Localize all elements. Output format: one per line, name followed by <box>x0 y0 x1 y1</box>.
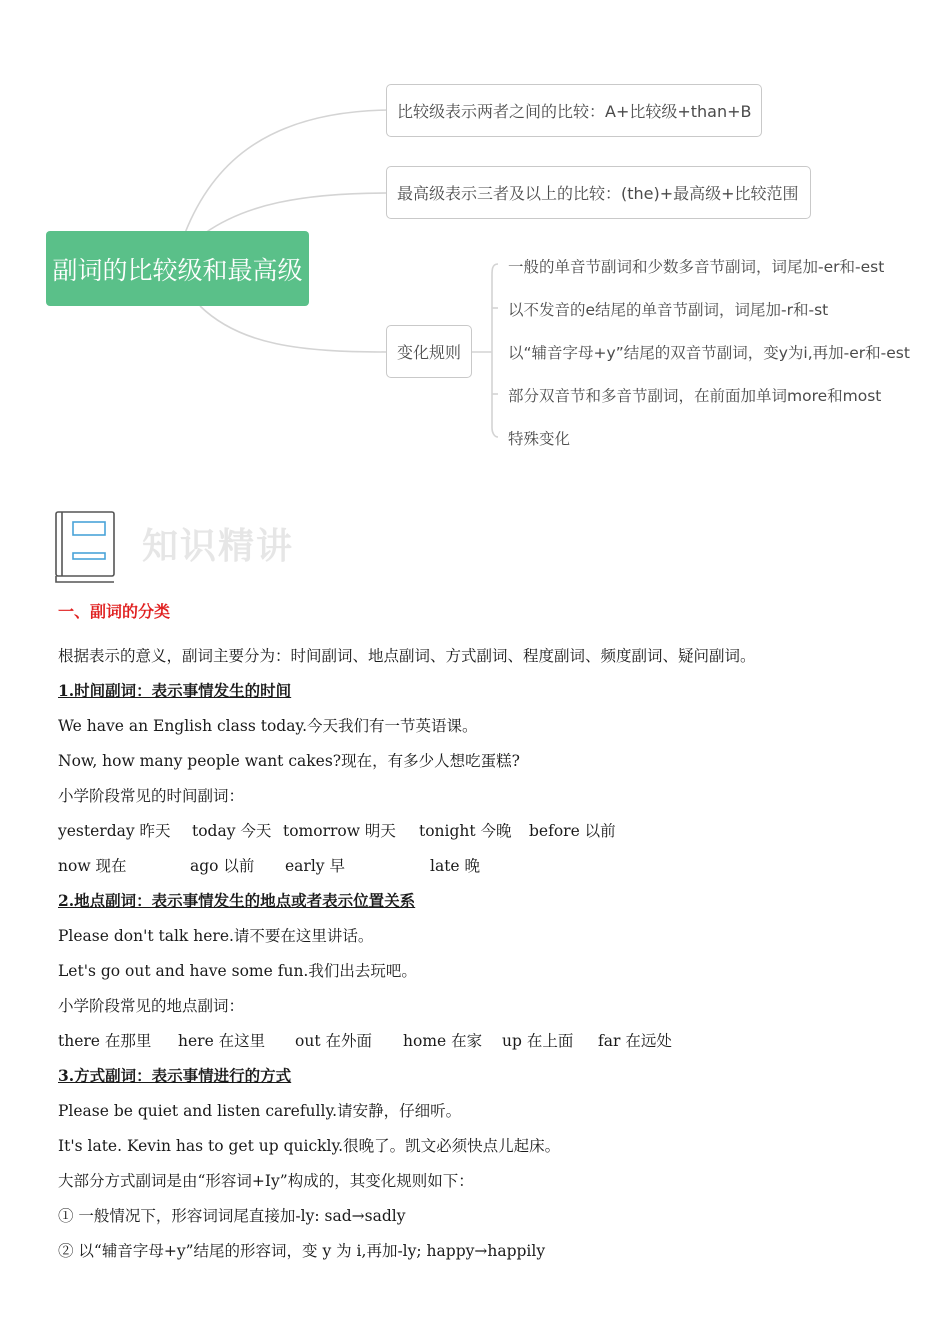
vocab-item: out 在外面 <box>295 1032 372 1050</box>
heading-adverb-classification: 一、副词的分类 <box>58 602 171 621</box>
intro-paragraph: 根据表示的意义，副词主要分为：时间副词、地点副词、方式副词、程度副词、频度副词、疑问副词。 <box>58 647 756 665</box>
rule-intro: 大部分方式副词是由“形容词+Iy”构成的，其变化规则如下： <box>58 1172 474 1190</box>
vocab-item: here 在这里 <box>178 1032 266 1050</box>
mindmap-rule-item: 特殊变化 <box>508 430 571 448</box>
vocab-item: now 现在 <box>58 857 127 875</box>
mindmap-rule-item: 一般的单音节副词和少数多音节副词，词尾加-er和-est <box>508 258 885 276</box>
mindmap-rule-item: 以“辅音字母+y”结尾的双音节副词，变y为i,再加-er和-est <box>508 344 910 362</box>
mindmap-rule-item: 部分双音节和多音节副词，在前面加单词more和most <box>508 387 882 405</box>
common-list-label: 小学阶段常见的时间副词： <box>58 787 245 805</box>
rule-item: ② 以“辅音字母+y”结尾的形容词，变 y 为 i,再加-ly; happy→happily <box>58 1242 546 1260</box>
vocab-item: late 晚 <box>430 857 481 875</box>
example-sentence: Please be quiet and listen carefully.请安静，仔细听。 <box>58 1102 462 1120</box>
vocab-item: ago 以前 <box>190 857 255 875</box>
rule-item: ① 一般情况下，形容词词尾直接加-ly: sad→sadly <box>58 1207 406 1225</box>
mindmap-root-node: 副词的比较级和最高级 <box>46 231 309 306</box>
example-sentence: We have an English class today.今天我们有一节英语课。 <box>58 717 478 735</box>
subheading-place-adverbs: 2.地点副词：表示事情发生的地点或者表示位置关系 <box>58 891 416 910</box>
book-icon <box>53 510 117 586</box>
vocab-item: tonight 今晚 <box>419 822 512 840</box>
subheading-time-adverbs: 1.时间副词：表示事情发生的时间 <box>58 681 292 700</box>
section-title: 知识精讲 <box>142 526 295 567</box>
mindmap-node-superlative: 最高级表示三者及以上的比较：(the)+最高级+比较范围 <box>386 166 811 219</box>
example-sentence: Please don't talk here.请不要在这里讲话。 <box>58 927 374 945</box>
vocab-item: early 早 <box>285 857 345 875</box>
common-list-label: 小学阶段常见的地点副词： <box>58 997 245 1015</box>
example-sentence: Let's go out and have some fun.我们出去玩吧。 <box>58 962 417 980</box>
example-sentence: It's late. Kevin has to get up quickly.很晚了。凯文必须快点儿起床。 <box>58 1137 561 1155</box>
vocab-item: yesterday 昨天 <box>58 822 171 840</box>
mindmap-node-comparative: 比较级表示两者之间的比较：A+比较级+than+B <box>386 84 762 137</box>
vocab-item: there 在那里 <box>58 1032 152 1050</box>
vocab-item: home 在家 <box>403 1032 483 1050</box>
vocab-item: far 在远处 <box>598 1032 672 1050</box>
vocab-item: today 今天 <box>192 822 272 840</box>
vocab-item: up 在上面 <box>502 1032 574 1050</box>
subheading-manner-adverbs: 3.方式副词：表示事情进行的方式 <box>58 1066 292 1085</box>
vocab-item: tomorrow 明天 <box>283 822 396 840</box>
example-sentence: Now, how many people want cakes?现在，有多少人想吃蛋糕? <box>58 752 520 770</box>
mindmap-node-rules: 变化规则 <box>386 325 472 378</box>
mindmap-rule-item: 以不发音的e结尾的单音节副词，词尾加-r和-st <box>508 301 829 319</box>
vocab-item: before 以前 <box>529 822 616 840</box>
